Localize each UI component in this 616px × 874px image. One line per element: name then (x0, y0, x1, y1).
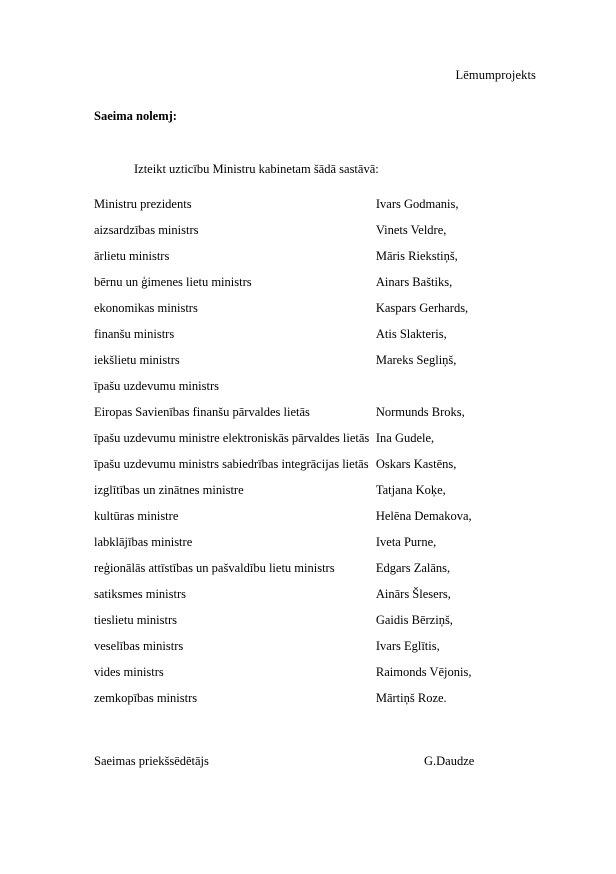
roster-person: Oskars Kastēns, (375, 457, 457, 471)
roster-post: kultūras ministre (94, 509, 179, 523)
cabinet-roster-table (90, 198, 544, 718)
roster-post: bērnu un ģimenes lietu ministrs (94, 275, 252, 289)
roster-post: vides ministrs (94, 665, 164, 679)
document-type-label: Lēmumprojekts (455, 68, 536, 82)
roster-person: Vinets Veldre, (375, 223, 447, 237)
roster-post: veselības ministrs (94, 639, 184, 653)
table-row (90, 614, 544, 640)
roster-person: Mareks Segliņš, (375, 353, 457, 367)
roster-person: Helēna Demakova, (375, 509, 472, 523)
roster-person (376, 380, 544, 406)
table-row (90, 666, 544, 692)
roster-person: Māris Riekstiņš, (375, 249, 458, 263)
roster-post: īpašu uzdevumu ministrs sabiedrības integrācijas lietās (94, 457, 369, 471)
roster-person: Ainars Baštiks, (375, 275, 453, 289)
roster-person: Edgars Zalāns, (375, 561, 451, 575)
roster-post: iekšlietu ministrs (94, 353, 180, 367)
roster-person: Iveta Purne, (375, 535, 437, 549)
table-row (90, 406, 544, 432)
roster-post: izglītības un zinātnes ministre (94, 483, 244, 497)
table-row (90, 224, 544, 250)
table-row (90, 198, 544, 224)
roster-person: Kaspars Gerhards, (375, 301, 469, 315)
roster-post: Eiropas Savienības finanšu pārvaldes lietās (94, 405, 310, 419)
roster-post: īpašu uzdevumu ministre elektroniskās pārvaldes lietās (94, 431, 370, 445)
table-row (90, 250, 544, 276)
roster-post: ārlietu ministrs (94, 249, 170, 263)
roster-person: Ina Gudele, (375, 431, 435, 445)
roster-person: Ainārs Šlesers, (375, 587, 451, 601)
table-row (90, 692, 544, 718)
table-row (90, 510, 544, 536)
table-row (90, 276, 544, 302)
roster-person: Raimonds Vējonis, (375, 665, 472, 679)
roster-post: finanšu ministrs (94, 327, 175, 341)
roster-post: labklājības ministre (94, 535, 193, 549)
signature-block (90, 754, 544, 769)
table-row (90, 432, 544, 458)
document-intro-paragraph: Izteikt uzticību Ministru kabinetam šādā sastāvā: (134, 162, 379, 176)
table-row (90, 458, 544, 484)
cabinet-roster-body (90, 198, 544, 718)
roster-post: satiksmes ministrs (94, 587, 187, 601)
table-row (90, 354, 544, 380)
table-row (90, 562, 544, 588)
signature-role: Saeimas priekšsēdētājs (94, 754, 209, 768)
roster-person: Gaidis Bērziņš, (375, 613, 453, 627)
roster-post: aizsardzības ministrs (94, 223, 199, 237)
table-row (90, 302, 544, 328)
roster-post: tieslietu ministrs (94, 613, 177, 627)
table-row (90, 588, 544, 614)
roster-person: Mārtiņš Roze. (375, 691, 447, 705)
roster-person: Atis Slakteris, (375, 327, 447, 341)
roster-post: Ministru prezidents (94, 197, 192, 211)
roster-person: Ivars Godmanis, (375, 197, 459, 211)
table-row (90, 536, 544, 562)
roster-post: zemkopības ministrs (94, 691, 198, 705)
table-row (90, 380, 544, 406)
roster-post: reģionālās attīstības un pašvaldību lietu ministrs (94, 561, 335, 575)
roster-post: ekonomikas ministrs (94, 301, 198, 315)
document-heading: Saeima nolemj: (94, 109, 177, 123)
roster-person: Normunds Broks, (375, 405, 465, 419)
table-row (90, 484, 544, 510)
roster-person: Ivars Eglītis, (375, 639, 440, 653)
signature-name: G.Daudze (424, 754, 475, 768)
roster-person: Tatjana Koķe, (375, 483, 446, 497)
roster-post: īpašu uzdevumu ministrs (94, 379, 219, 393)
table-row (90, 328, 544, 354)
table-row (90, 640, 544, 666)
